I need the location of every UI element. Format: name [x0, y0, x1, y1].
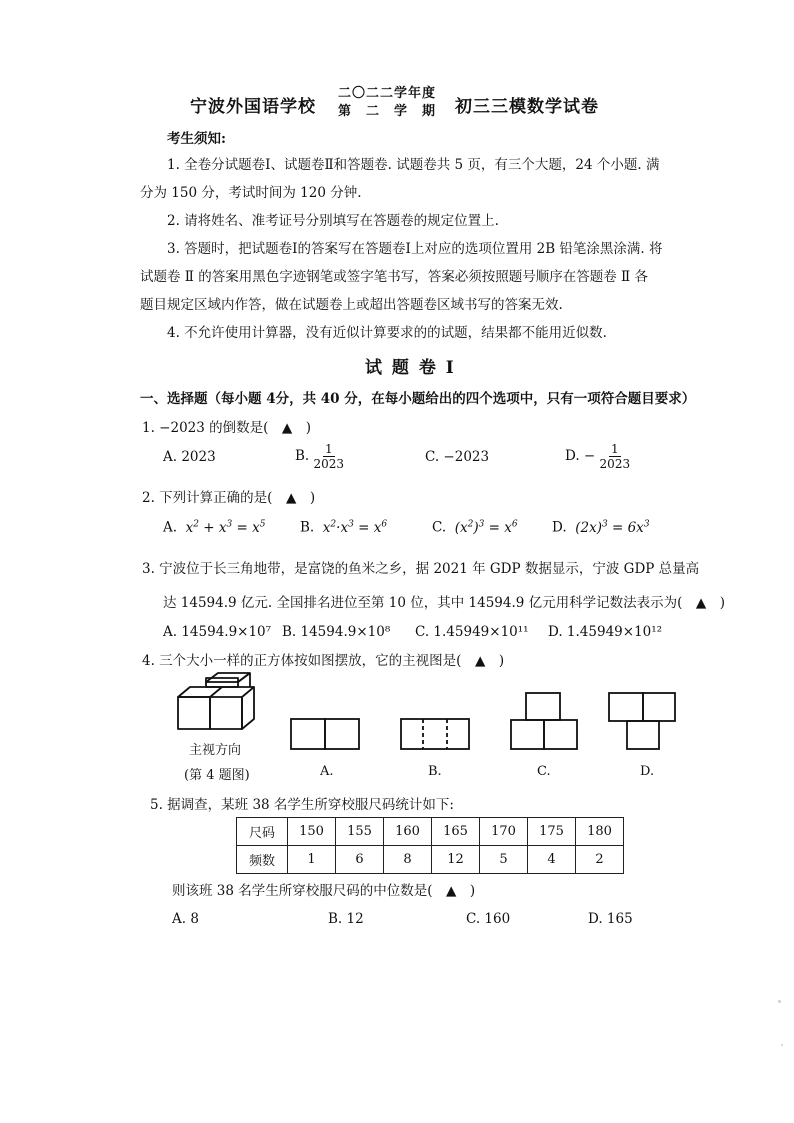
- q1-d-denominator: 2023: [599, 457, 631, 471]
- scan-speck: [781, 1044, 783, 1046]
- q3-option-c: C. 1.45949×10¹¹: [415, 624, 529, 640]
- q4-option-b-label: B.: [428, 764, 442, 779]
- q2-c-expression: $(x^2)^3 = x^6$: [450, 519, 518, 536]
- q5-question: 则该班 38 名学生所穿校服尺码的中位数是( ▲ ): [172, 883, 476, 899]
- q1-d-numerator: 1: [611, 442, 619, 456]
- notice-item-3c: 题目规定区域内作答，做在试题卷上或超出答题卷区域书写的答案无效.: [140, 297, 563, 313]
- table-cell: 5: [480, 846, 528, 874]
- q1-option-a: A. 2023: [163, 449, 216, 465]
- q3-option-b: B. 14594.9×10⁸: [282, 624, 391, 640]
- q5-option-b: B. 12: [328, 911, 364, 927]
- section-title: 试 题 卷 Ⅰ: [365, 358, 456, 378]
- table-cell: 170: [480, 818, 528, 846]
- section-heading: 一、选择题（每小题 4分，共 40 分，在每小题给出的四个选项中，只有一项符合题目要求）: [140, 391, 696, 407]
- q2-option-a: [163, 519, 265, 536]
- q2-option-d: [552, 519, 650, 536]
- q1-option-b: [295, 442, 344, 471]
- q4-cube-figure: [170, 672, 270, 742]
- q4-option-c-figure: [509, 691, 579, 751]
- table-header-cell: 频数: [237, 846, 288, 874]
- q1-stem: 1. −2023 的倒数是( ▲ ): [142, 420, 312, 436]
- notice-item-4: 4. 不允许使用计算器，没有近似计算要求的的试题，结果都不能用近似数.: [167, 325, 607, 341]
- scan-speck: [778, 1000, 781, 1003]
- q1-option-d-label: D. −: [565, 448, 596, 464]
- q4-option-d-figure: [607, 691, 677, 751]
- term: 第 二 学 期: [338, 104, 437, 119]
- table-cell: 8: [384, 846, 432, 874]
- table-header-cell: 尺码: [237, 818, 288, 846]
- q2-d-expression: $(2x)^3 = 6x^3$: [570, 519, 650, 536]
- table-cell: 1: [288, 846, 336, 874]
- q2-b-label: B.: [300, 519, 315, 536]
- q3-stem-line2: 达 14594.9 亿元. 全国排名进位至第 10 位，其中 14594.9 亿元用科学记数法表示为( ▲ ): [163, 595, 726, 611]
- q5-size-frequency-table: [236, 817, 624, 874]
- q1-b-numerator: 1: [324, 442, 333, 456]
- q1-option-b-label: B.: [295, 448, 310, 464]
- table-cell: 155: [336, 818, 384, 846]
- q4-option-c-label: C.: [537, 764, 551, 779]
- q2-d-label: D.: [552, 519, 567, 536]
- q2-a-expression: $x^2 + x^3 = x^5$: [181, 519, 266, 536]
- notice-item-2: 2. 请将姓名、准考证号分别填写在答题卷的规定位置上.: [167, 213, 499, 229]
- notice-item-1b: 分为 150 分，考试时间为 120 分钟.: [140, 185, 362, 201]
- table-cell: 160: [384, 818, 432, 846]
- table-cell: 165: [432, 818, 480, 846]
- q4-option-b-figure: [399, 717, 471, 751]
- q2-option-b: [300, 519, 387, 536]
- q1-option-b-fraction: [314, 442, 345, 471]
- table-cell: 6: [336, 846, 384, 874]
- notice-item-1a: 1. 全卷分试题卷Ⅰ、试题卷Ⅱ和答题卷. 试题卷共 5 页，有三个大题，24 个小题. 满: [167, 157, 660, 173]
- notice-item-3a: 3. 答题时，把试题卷Ⅰ的答案写在答题卷Ⅰ上对应的选项位置用 2B 铅笔涂黑涂满. 将: [167, 241, 663, 257]
- q1-option-c: C. −2023: [425, 449, 490, 465]
- table-cell: 12: [432, 846, 480, 874]
- academic-year: 二〇二二学年度: [338, 86, 437, 101]
- table-cell: 175: [528, 818, 576, 846]
- table-row: [237, 846, 624, 874]
- table-row: [237, 818, 624, 846]
- q2-a-label: A.: [163, 519, 178, 536]
- table-cell: 2: [576, 846, 624, 874]
- q5-stem: 5. 据调查，某班 38 名学生所穿校服尺码统计如下:: [150, 797, 454, 813]
- exam-title: 初三三模数学试卷: [455, 97, 599, 117]
- notice-title: 考生须知:: [167, 131, 226, 147]
- q4-stem: 4. 三个大小一样的正方体按如图摆放，它的主视图是( ▲ ): [142, 653, 505, 669]
- q3-option-a: A. 14594.9×10⁷: [163, 624, 272, 640]
- q1-option-d: [565, 442, 630, 471]
- notice-item-3b: 试题卷 Ⅱ 的答案用黑色字迹钢笔或签字笔书写，答案必须按照题号顺序在答题卷 Ⅱ 各: [140, 269, 649, 285]
- q1-b-denominator: 2023: [313, 457, 345, 471]
- q4-option-a-figure: [289, 717, 361, 751]
- q5-option-a: A. 8: [172, 911, 199, 927]
- table-cell: 180: [576, 818, 624, 846]
- q5-option-d: D. 165: [588, 911, 633, 927]
- q2-b-expression: $x^2\cdot x^3 = x^6$: [318, 519, 388, 536]
- q4-view-direction-label: 主视方向: [189, 743, 242, 758]
- table-cell: 4: [528, 846, 576, 874]
- table-cell: 150: [288, 818, 336, 846]
- school-name: 宁波外国语学校: [190, 97, 316, 117]
- q4-figure-caption: (第 4 题图): [184, 768, 250, 783]
- q5-option-c: C. 160: [466, 911, 511, 927]
- q2-c-label: C.: [432, 519, 447, 536]
- q2-stem: 2. 下列计算正确的是( ▲ ): [142, 490, 316, 506]
- q4-option-d-label: D.: [640, 764, 655, 779]
- q1-option-d-fraction: [600, 442, 631, 471]
- q4-option-a-label: A.: [320, 764, 334, 779]
- q3-stem-line1: 3. 宁波位于长三角地带，是富饶的鱼米之乡，据 2021 年 GDP 数据显示，宁波 GDP 总量高: [142, 561, 700, 577]
- q2-option-c: [432, 519, 518, 536]
- q3-option-d: D. 1.45949×10¹²: [548, 624, 663, 640]
